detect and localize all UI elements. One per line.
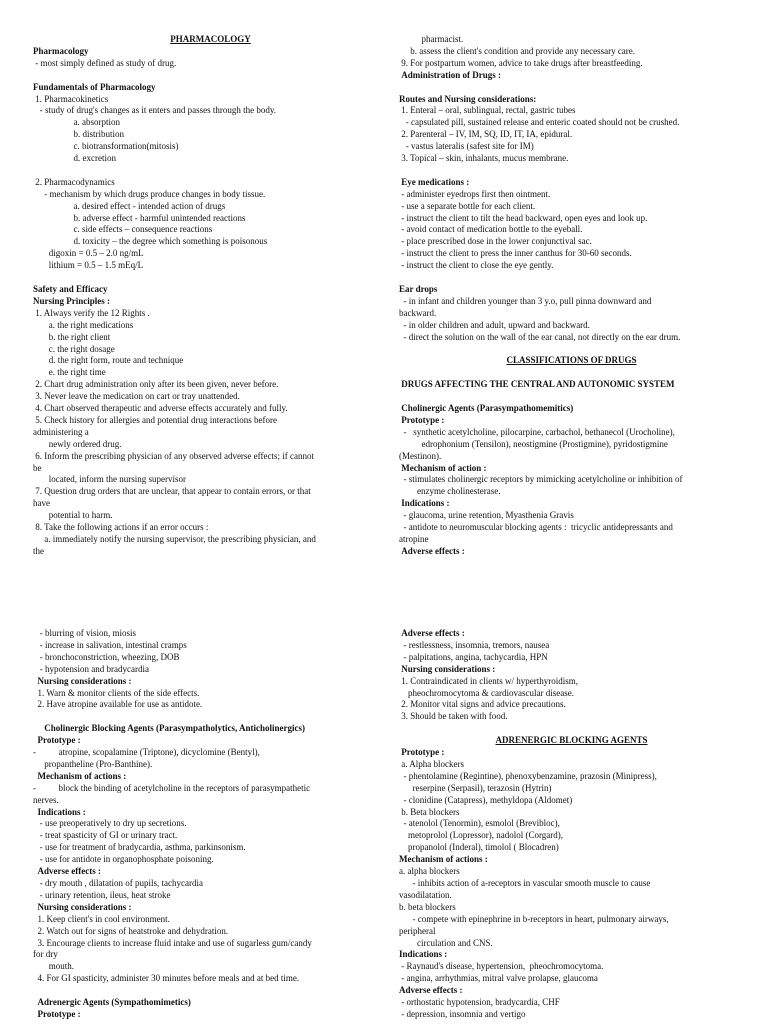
text-line: atropine [399, 533, 429, 544]
text-line [399, 367, 744, 379]
text-line: Cholinergic Blocking Agents (Parasympatholytics, Anticholinergics) [33, 723, 305, 734]
text-line: - Raynaud's disease, hypertension, pheochromocytoma. [399, 961, 604, 972]
text-line: a. alpha blockers [399, 866, 460, 877]
text-line: administering a [33, 426, 89, 437]
text-line: Pharmacology [33, 45, 89, 56]
text-line: b. distribution [33, 129, 125, 140]
text-line: Indications : [399, 498, 450, 509]
text-line: 9. For postpartum women, advice to take drugs after breastfeeding. [399, 57, 643, 68]
text-line: newly ordered drug. [33, 438, 122, 449]
text-line: - atenolol (Tenormin), esmolol (Brevibloc), [399, 818, 560, 829]
text-line: 3. Topical – skin, inhalants, mucus membrane. [399, 153, 569, 164]
text-line: Nursing considerations : [33, 675, 132, 686]
text-line: Indications : [399, 949, 448, 960]
text-line: ADRENERGIC BLOCKING AGENTS [495, 735, 648, 746]
text-line: d. excretion [33, 153, 116, 164]
text-line: Ear drops [399, 283, 438, 294]
text-line: Routes and Nursing considerations: [399, 93, 537, 104]
text-line: mouth. [33, 961, 75, 972]
text-line: located, inform the nursing supervisor [33, 474, 186, 485]
text-line: a. absorption [33, 117, 120, 128]
text-line: - administer eyedrops first then ointment. [399, 188, 551, 199]
text-line: reserpine (Serpasil), terazosin (Hytrin) [399, 782, 552, 793]
text-line: Nursing Principles : [33, 295, 111, 306]
text-line: peripheral [399, 925, 436, 936]
text-line: - clonidine (Catapress), methyldopa (Aldomet) [399, 794, 573, 805]
text-line: - mechanism by which drugs produce changes in body tissue. [33, 188, 266, 199]
text-line: 2. Chart drug administration only after its been given, never before. [33, 379, 279, 390]
text-line: c. the right dosage [33, 343, 115, 354]
text-line: - use preoperatively to dry up secretions. [33, 818, 187, 829]
text-line: lithium = 0.5 – 1.5 mEq/L [33, 260, 144, 271]
text-line: e. the right time [33, 367, 106, 378]
text-line: Prototype : [33, 735, 81, 746]
text-line [33, 272, 388, 284]
text-line: 1. Enteral – oral, sublingual, rectal, gastric tubes [399, 105, 576, 116]
text-line: 2. Pharmacodynamics [33, 176, 115, 187]
text-line: b. adverse effect - harmful unintended reactions [33, 212, 246, 223]
text-line: 3. Encourage clients to increase fluid intake and use of sugarless gum/candy [33, 937, 312, 948]
text-line: a. Alpha blockers [399, 758, 464, 769]
text-line [399, 344, 744, 356]
text-line: - urinary retention, ileus, heat stroke [33, 889, 171, 900]
text-line: - increase in salivation, intestinal cramps [33, 639, 187, 650]
text-line: a. the right medications [33, 319, 134, 330]
text-line: Safety and Efficacy [33, 283, 108, 294]
text-line: Prototype : [33, 1008, 81, 1019]
text-line [399, 82, 744, 94]
text-line: - atropine, scopalamine (Triptone), dicyclomine (Bentyl), [33, 747, 260, 758]
text-line: - palpitations, angina, tachycardia, HPN [399, 651, 548, 662]
text-line: Indications : [33, 806, 86, 817]
text-line: b. Beta blockers [399, 806, 460, 817]
text-line: 2. Monitor vital signs and advice precautions. [399, 699, 566, 710]
text-line: - antidote to neuromuscular blocking agents : tricyclic antidepressants and [399, 522, 673, 533]
text-line [399, 165, 744, 177]
text-line: metoprolol (Lopressor), nadolol (Corgard), [399, 830, 564, 841]
right-column-top [399, 34, 744, 558]
text-line: 7. Question drug orders that are unclear, that appear to contain errors, or that [33, 486, 311, 497]
text-line [33, 985, 388, 997]
text-line: - hypotension and bradycardia [33, 663, 149, 674]
text-line: enzyme cholinesterase. [399, 486, 501, 497]
text-line: - restlessness, insomnia, tremors, nausea [399, 639, 550, 650]
text-line: digoxin = 0.5 – 2.0 ng/mL [33, 248, 144, 259]
text-line: - stimulates cholinergic receptors by mimicking acetylcholine or inhibition of [399, 474, 683, 485]
text-line: DRUGS AFFECTING THE CENTRAL AND AUTONOMIC SYSTEM [399, 379, 675, 390]
text-line [33, 711, 388, 723]
text-line: - block the binding of acetylcholine in the receptors of parasympathetic [33, 782, 311, 793]
text-line: a. immediately notify the nursing supervisor, the prescribing physician, and [33, 534, 316, 545]
text-line: 1. Always verify the 12 Rights . [33, 307, 150, 318]
text-line: propanolol (Inderal), timolol ( Blocadren) [399, 842, 559, 853]
text-line: vasodilatation. [399, 889, 452, 900]
text-line: 3. Never leave the medication on cart or tray unattended. [33, 391, 240, 402]
text-line: (Mestinon). [399, 450, 442, 461]
text-line: d. the right form, route and technique [33, 355, 184, 366]
text-line: - in infant and children younger than 3 y.o, pull pinna downward and [399, 295, 652, 306]
text-line [33, 165, 388, 177]
text-line: 8. Take the following actions if an error occurs : [33, 522, 209, 533]
text-line: - glaucoma, urine retention, Myasthenia Gravis [399, 510, 574, 521]
text-line: - depression, insomnia and vertigo [399, 1008, 526, 1019]
text-line: - place prescribed dose in the lower conjunctival sac. [399, 236, 592, 247]
right-column-bottom [399, 628, 744, 1021]
left-column-top [33, 34, 388, 558]
text-line: Adverse effects : [33, 866, 101, 877]
text-line: - use for antidote in organophosphate poisoning. [33, 854, 214, 865]
text-line: - synthetic acetylcholine, pilocarpine, carbachol, bethanecol (Urocholine), [399, 426, 675, 437]
text-line: - inhibits action of a-receptors in vascular smooth muscle to cause [399, 878, 651, 889]
text-line: 3. Should be taken with food. [399, 711, 508, 722]
text-line: be [33, 462, 42, 473]
text-line: the [33, 545, 44, 556]
text-line: potential to harm. [33, 510, 113, 521]
text-line: - phentolamine (Regintine), phenoxybenzamine, prazosin (Minipress), [399, 770, 657, 781]
text-line: Prototype : [399, 414, 445, 425]
text-line: 1. Warn & monitor clients of the side effects. [33, 687, 200, 698]
text-line: b. the right client [33, 331, 111, 342]
text-line: nerves. [33, 794, 59, 805]
text-line: - instruct the client to close the eye gently. [399, 260, 554, 271]
text-line: Cholinergic Agents (Parasympathomemitics) [399, 403, 574, 413]
text-line: - treat spasticity of GI or urinary tract. [33, 830, 178, 841]
text-line: c. biotransformation(mitosis) [33, 141, 179, 152]
text-line: CLASSIFICATIONS OF DRUGS [506, 355, 637, 366]
text-line: 2. Have atropine available for use as antidote. [33, 699, 203, 710]
text-line: - capsulated pill, sustained release and enteric coated should not be crushed. [399, 117, 680, 128]
text-line: Nursing considerations : [33, 901, 132, 912]
text-line: circulation and CNS. [399, 937, 493, 948]
text-line: Nursing considerations : [399, 663, 496, 674]
text-line: - blurring of vision, miosis [33, 628, 136, 638]
text-line: Eye medications : [399, 176, 470, 187]
text-line [399, 391, 744, 403]
text-line: Adrenergic Agents (Sympathomimetics) [33, 997, 191, 1008]
text-line: - angina, arrhythmias, mitral valve prolapse, glaucoma [399, 973, 598, 984]
text-line: Mechanism of actions : [399, 854, 488, 865]
text-line: have [33, 498, 50, 509]
text-line [399, 723, 744, 735]
text-line: c. side effects – consequence reactions [33, 224, 213, 235]
text-line: 1. Pharmacokinetics [33, 93, 109, 104]
text-line: - study of drug's changes as it enters and passes through the body. [33, 105, 276, 116]
text-line: 4. Chart observed therapeutic and adverse effects accurately and fully. [33, 403, 288, 414]
text-line: 1. Keep client's in cool environment. [33, 913, 170, 924]
text-line: - dry mouth , dilatation of pupils, tachycardia [33, 878, 203, 889]
text-line: - most simply defined as study of drug. [33, 57, 177, 68]
text-line: - vastus lateralis (safest site for IM) [399, 141, 534, 152]
text-line: a. desired effect - intended action of drugs [33, 200, 226, 211]
text-line: Adverse effects : [399, 985, 463, 996]
text-line: - use a separate bottle for each client. [399, 200, 536, 211]
text-line: - avoid contact of medication bottle to the eyeball. [399, 224, 583, 235]
text-line: Mechanism of action : [399, 462, 487, 473]
text-line: Mechanism of actions : [33, 770, 127, 781]
text-line: - instruct the client to tilt the head backward, open eyes and look up. [399, 212, 648, 223]
text-line: Fundamentals of Pharmacology [33, 81, 156, 92]
text-line: 5. Check history for allergies and potential drug interactions before [33, 414, 278, 425]
text-line: Administration of Drugs : [399, 69, 502, 80]
text-line: Prototype : [399, 747, 445, 758]
text-line: PHARMACOLOGY [170, 34, 251, 44]
text-line: b. beta blockers [399, 901, 456, 912]
text-line: - compete with epinephrine in b-receptors in heart, pulmonary airways, [399, 913, 669, 924]
text-line: 6. Inform the prescribing physician of any observed adverse effects; if cannot [33, 450, 314, 461]
text-line: b. assess the client's condition and provide any necessary care. [399, 45, 636, 56]
text-line: - orthostatic hypotension, bradycardia, CHF [399, 997, 560, 1008]
text-line: - use for treatment of bradycardia, asthma, parkinsonism. [33, 842, 246, 853]
text-line: d. toxicity – the degree which something is poisonous [33, 236, 268, 247]
text-line: - bronchoconstriction, wheezing, DOB [33, 651, 180, 662]
text-line: for dry [33, 949, 58, 960]
text-line: propantheline (Pro-Banthine). [33, 758, 153, 769]
text-line: - instruct the client to press the inner canthus for 30-60 seconds. [399, 248, 632, 259]
text-line: - direct the solution on the wall of the ear canal, not directly on the ear drum. [399, 331, 681, 342]
text-line: 2. Watch out for signs of heatstroke and dehydration. [33, 925, 229, 936]
text-line: 4. For GI spasticity, administer 30 minutes before meals and at bed time. [33, 973, 300, 984]
text-line: backward. [399, 307, 437, 318]
text-line: Adverse effects : [399, 628, 465, 638]
text-line: 2. Parenteral – IV, IM, SQ, ID, IT, IA, epidural. [399, 129, 573, 140]
text-line: pharmacist. [399, 34, 464, 44]
text-line: - in older children and adult, upward and backward. [399, 319, 590, 330]
text-line: 1. Contraindicated in clients w/ hyperthyroidism, [399, 675, 578, 686]
text-line [399, 272, 744, 284]
text-line [33, 70, 388, 82]
left-column-bottom [33, 628, 388, 1021]
text-line: edrophonium (Tensilon), neostigmine (Prostigmine), pyridostigmine [399, 438, 668, 449]
text-line: Adverse effects : [399, 545, 465, 556]
text-line: pheochromocytoma & cardiovascular disease. [399, 687, 574, 698]
